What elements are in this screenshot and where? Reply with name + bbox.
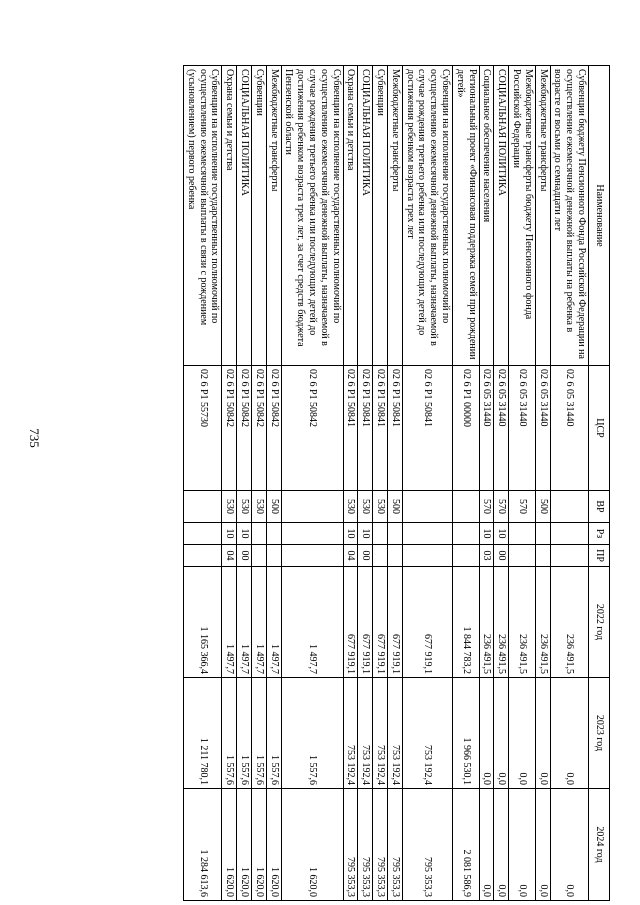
cell-2022: 677 919,1: [402, 567, 452, 678]
cell-rz: [373, 523, 388, 545]
cell-pr: [184, 545, 222, 567]
cell-2024: 0,0: [535, 789, 550, 901]
cell-2022: 1 497,7: [281, 567, 343, 678]
cell-name: Межбюджетные трансферты бюджету Пенсионного фонда Российской Федерации: [509, 66, 536, 366]
table-row: [388, 66, 403, 901]
cell-rz: 10: [222, 523, 237, 545]
cell-csr: 02 6 P1 50841: [343, 366, 358, 491]
cell-csr: 02 6 P1 55730: [184, 366, 222, 491]
cell-2024: 1 620,0: [222, 789, 237, 901]
cell-2023: 753 192,4: [373, 678, 388, 789]
cell-2023: 1 557,6: [237, 678, 252, 789]
cell-rz: 10: [494, 523, 509, 545]
cell-csr: 02 6 P1 50841: [402, 366, 452, 491]
cell-vr: 530: [373, 491, 388, 523]
cell-2023: 1 211 780,1: [184, 678, 222, 789]
cell-vr: 500: [388, 491, 403, 523]
table-row: [358, 66, 373, 901]
cell-rz: [266, 523, 281, 545]
cell-2024: 1 620,0: [252, 789, 267, 901]
table-row: [550, 66, 588, 901]
cell-name: Субвенции на исполнение государственных полномочий по осуществлению ежемесячной выплаты в связи с рождением (усыновлением) первого ребенка: [184, 66, 222, 366]
cell-csr: 02 6 P1 00000: [453, 366, 480, 491]
cell-pr: [509, 545, 536, 567]
budget-table-container: [75, 65, 610, 900]
cell-2024: 0,0: [479, 789, 494, 901]
table-row: [343, 66, 358, 901]
cell-rz: [281, 523, 343, 545]
header-csr: ЦСР: [589, 366, 610, 491]
cell-2023: 753 192,4: [402, 678, 452, 789]
cell-2024: 795 353,3: [402, 789, 452, 901]
cell-csr: 02 6 05 31440: [479, 366, 494, 491]
cell-2023: 753 192,4: [343, 678, 358, 789]
cell-name: Субвенции бюджету Пенсионного Фонда Российской Федерации на осуществление ежемесячной денежной выплаты на ребенка в возрасте от восьми до семнадцати лет: [550, 66, 588, 366]
table-row: [222, 66, 237, 901]
cell-pr: [402, 545, 452, 567]
header-2022: 2022 год: [589, 567, 610, 678]
header-2024: 2024 год: [589, 789, 610, 901]
cell-2023: 753 192,4: [388, 678, 403, 789]
table-row: [494, 66, 509, 901]
cell-2022: 1 497,7: [266, 567, 281, 678]
cell-2023: 1 557,6: [281, 678, 343, 789]
header-rz: Рз: [589, 523, 610, 545]
cell-2024: 1 284 613,6: [184, 789, 222, 901]
cell-pr: [266, 545, 281, 567]
table-row: [252, 66, 267, 901]
cell-pr: 00: [358, 545, 373, 567]
cell-vr: 570: [479, 491, 494, 523]
cell-2022: 677 919,1: [343, 567, 358, 678]
table-body: [184, 66, 589, 901]
cell-2024: 2 081 586,9: [453, 789, 480, 901]
cell-pr: [453, 545, 480, 567]
cell-vr: [184, 491, 222, 523]
cell-name: Межбюджетные трансферты: [535, 66, 550, 366]
cell-vr: 570: [509, 491, 536, 523]
table-row: [266, 66, 281, 901]
header-2023: 2023 год: [589, 678, 610, 789]
cell-2024: 795 353,3: [343, 789, 358, 901]
cell-pr: 04: [343, 545, 358, 567]
cell-2022: 236 491,5: [509, 567, 536, 678]
cell-2024: 0,0: [494, 789, 509, 901]
cell-2023: 1 557,6: [252, 678, 267, 789]
cell-vr: 530: [343, 491, 358, 523]
cell-vr: [281, 491, 343, 523]
cell-rz: [453, 523, 480, 545]
table-row: [479, 66, 494, 901]
cell-name: Субвенции: [373, 66, 388, 366]
table-row: [373, 66, 388, 901]
cell-2022: 1 497,7: [222, 567, 237, 678]
table-row: [535, 66, 550, 901]
cell-rz: [550, 523, 588, 545]
cell-2023: 0,0: [479, 678, 494, 789]
table-row: [402, 66, 452, 901]
cell-name: Субвенции на исполнение государственных полномочий по осуществлению ежемесячной денежной выплаты, назначаемой в случае рождения третьего ребенка или последующих детей до достижения ребенком возраста трех лет: [402, 66, 452, 366]
cell-name: Охрана семьи и детства: [343, 66, 358, 366]
table-header-row: [589, 66, 610, 901]
cell-pr: [281, 545, 343, 567]
cell-name: Межбюджетные трансферты: [266, 66, 281, 366]
cell-vr: [402, 491, 452, 523]
cell-pr: [373, 545, 388, 567]
cell-2023: 0,0: [509, 678, 536, 789]
cell-vr: 500: [535, 491, 550, 523]
cell-2022: 677 919,1: [388, 567, 403, 678]
cell-csr: 02 6 P1 50842: [266, 366, 281, 491]
cell-name: Субвенции: [252, 66, 267, 366]
table-row: [509, 66, 536, 901]
cell-2023: 0,0: [494, 678, 509, 789]
cell-name: СОЦИАЛЬНАЯ ПОЛИТИКА: [237, 66, 252, 366]
cell-2023: 1 966 530,1: [453, 678, 480, 789]
budget-table: [183, 65, 610, 901]
cell-2024: 1 620,0: [281, 789, 343, 901]
cell-pr: [550, 545, 588, 567]
cell-csr: 02 6 05 31440: [509, 366, 536, 491]
cell-2022: 236 491,5: [550, 567, 588, 678]
cell-csr: 02 6 P1 50841: [358, 366, 373, 491]
header-pr: ПР: [589, 545, 610, 567]
cell-vr: 530: [222, 491, 237, 523]
cell-pr: 04: [222, 545, 237, 567]
cell-vr: [550, 491, 588, 523]
table-row: [184, 66, 222, 901]
cell-2022: 236 491,5: [479, 567, 494, 678]
cell-rz: [252, 523, 267, 545]
cell-rz: 10: [358, 523, 373, 545]
cell-2024: 0,0: [550, 789, 588, 901]
cell-2023: 1 557,6: [222, 678, 237, 789]
cell-name: Социальное обеспечение населения: [479, 66, 494, 366]
cell-2022: 1 497,7: [237, 567, 252, 678]
page-number: 735: [27, 428, 42, 448]
cell-rz: [535, 523, 550, 545]
cell-2024: 795 353,3: [388, 789, 403, 901]
cell-pr: [252, 545, 267, 567]
table-row: [453, 66, 480, 901]
cell-csr: 02 6 05 31440: [535, 366, 550, 491]
cell-2023: 753 192,4: [358, 678, 373, 789]
cell-2024: 0,0: [509, 789, 536, 901]
cell-rz: 10: [343, 523, 358, 545]
cell-2023: 1 557,6: [266, 678, 281, 789]
cell-name: Межбюджетные трансферты: [388, 66, 403, 366]
cell-2023: 0,0: [535, 678, 550, 789]
cell-vr: 570: [494, 491, 509, 523]
cell-pr: [388, 545, 403, 567]
cell-csr: 02 6 05 31440: [550, 366, 588, 491]
cell-2022: 1 165 366,4: [184, 567, 222, 678]
cell-vr: 530: [237, 491, 252, 523]
cell-pr: 00: [494, 545, 509, 567]
cell-rz: [184, 523, 222, 545]
cell-csr: 02 6 P1 50842: [237, 366, 252, 491]
cell-2022: 677 919,1: [373, 567, 388, 678]
header-name: Наименование: [589, 66, 610, 366]
cell-name: Региональный проект «Финансовая поддержка семей при рождении детей»: [453, 66, 480, 366]
cell-vr: 530: [252, 491, 267, 523]
cell-name: СОЦИАЛЬНАЯ ПОЛИТИКА: [358, 66, 373, 366]
cell-2022: 236 491,5: [494, 567, 509, 678]
cell-2024: 1 620,0: [266, 789, 281, 901]
cell-2024: 795 353,3: [358, 789, 373, 901]
cell-name: Охрана семьи и детства: [222, 66, 237, 366]
cell-rz: [388, 523, 403, 545]
cell-rz: 10: [237, 523, 252, 545]
header-vr: ВР: [589, 491, 610, 523]
cell-2022: 1 497,7: [252, 567, 267, 678]
table-row: [237, 66, 252, 901]
cell-name: Субвенции на исполнение государственных полномочий по осуществлению ежемесячной денежной выплаты, назначаемой в случае рождения третьего ребенка или последующих детей до достижения ребенком возраста трех лет, за счет средств бюджета Пензенской области: [281, 66, 343, 366]
cell-rz: 10: [479, 523, 494, 545]
cell-pr: 03: [479, 545, 494, 567]
cell-name: СОЦИАЛЬНАЯ ПОЛИТИКА: [494, 66, 509, 366]
cell-csr: 02 6 05 31440: [494, 366, 509, 491]
cell-csr: 02 6 P1 50842: [252, 366, 267, 491]
cell-csr: 02 6 P1 50842: [222, 366, 237, 491]
cell-csr: 02 6 P1 50841: [388, 366, 403, 491]
cell-vr: [453, 491, 480, 523]
cell-2022: 236 491,5: [535, 567, 550, 678]
cell-pr: 00: [237, 545, 252, 567]
cell-vr: 500: [266, 491, 281, 523]
cell-vr: 530: [358, 491, 373, 523]
cell-2023: 0,0: [550, 678, 588, 789]
cell-2022: 1 844 783,2: [453, 567, 480, 678]
cell-2024: 1 620,0: [237, 789, 252, 901]
cell-rz: [509, 523, 536, 545]
cell-pr: [535, 545, 550, 567]
cell-csr: 02 6 P1 50842: [281, 366, 343, 491]
cell-csr: 02 6 P1 50841: [373, 366, 388, 491]
cell-2022: 677 919,1: [358, 567, 373, 678]
table-row: [281, 66, 343, 901]
cell-rz: [402, 523, 452, 545]
cell-2024: 795 353,3: [373, 789, 388, 901]
